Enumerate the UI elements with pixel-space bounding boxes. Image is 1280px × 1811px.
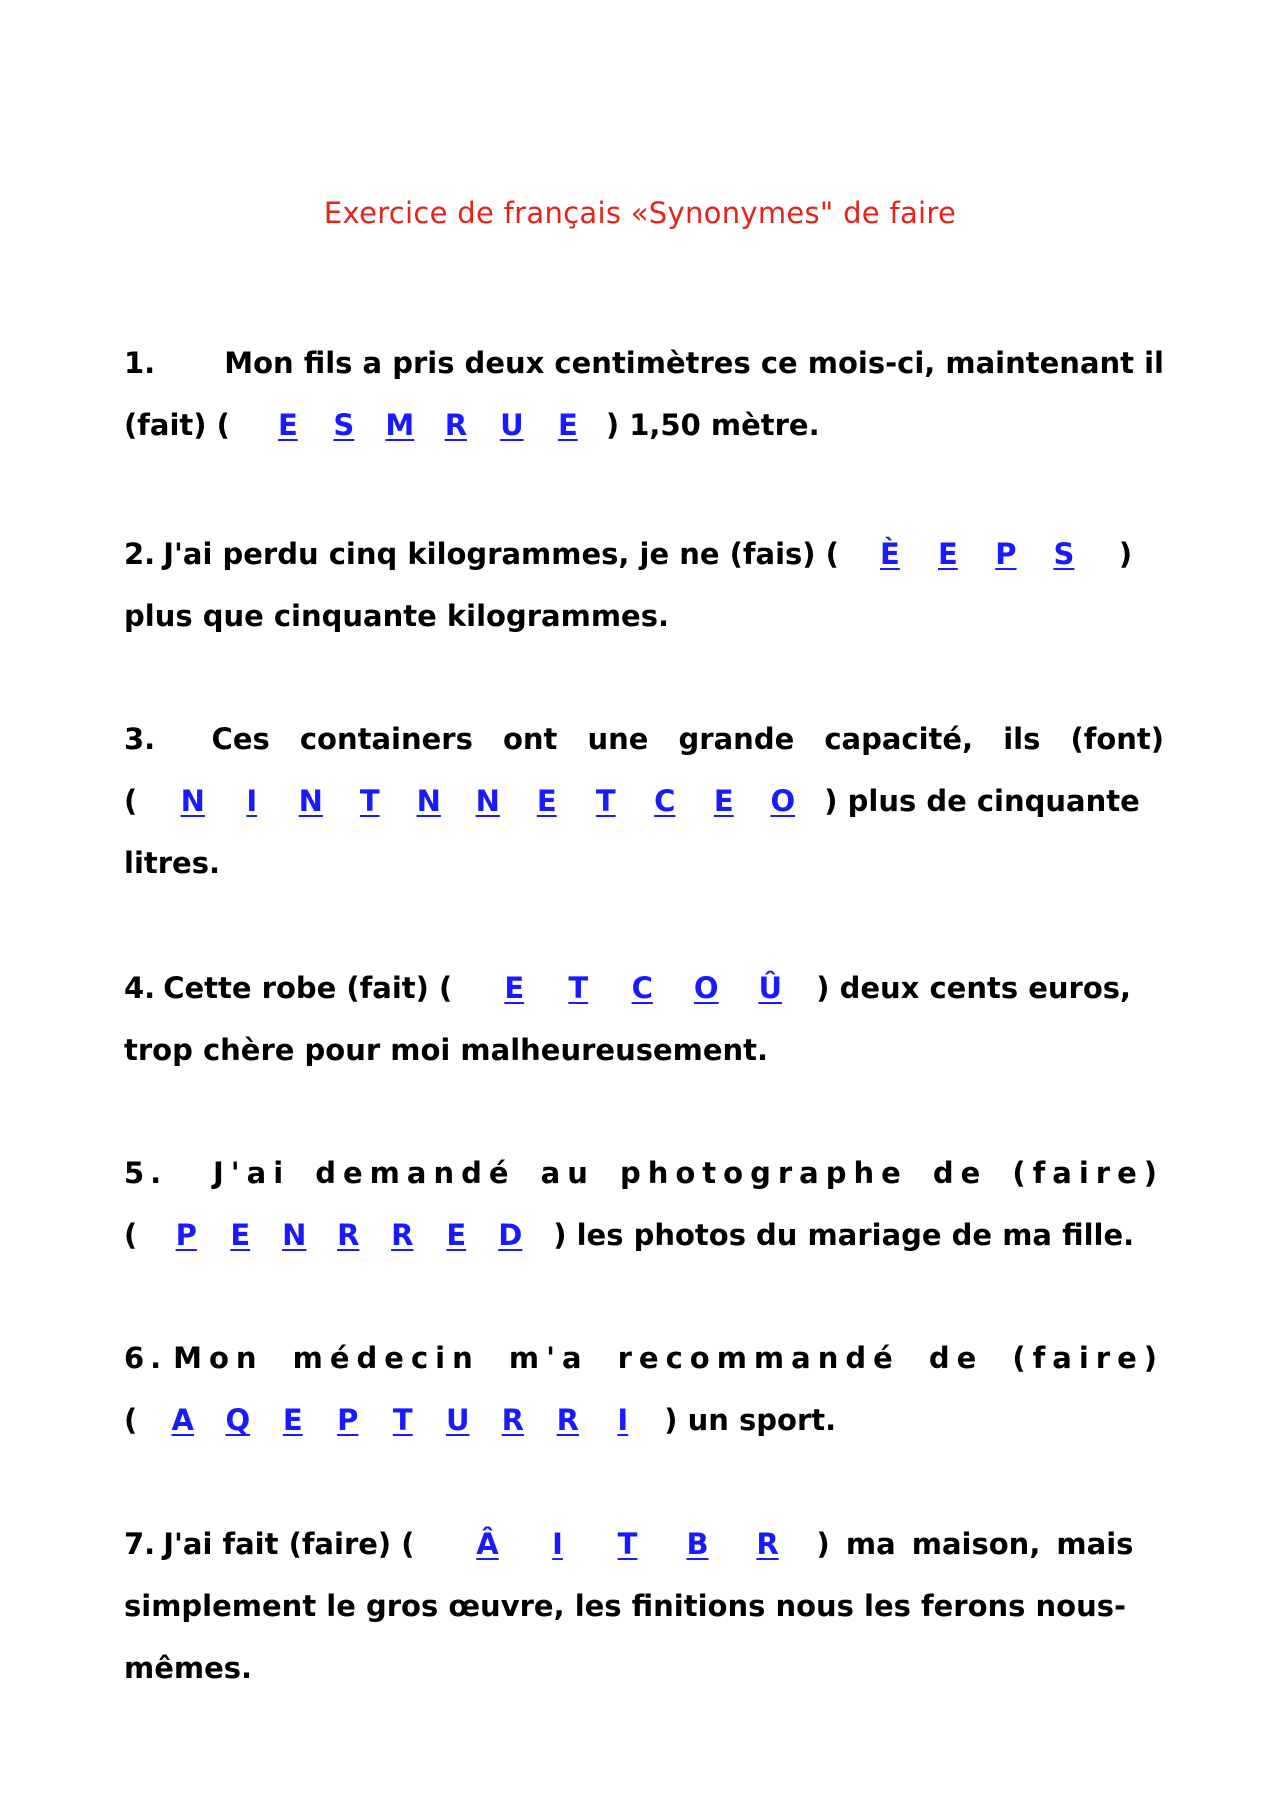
scrambled-letter[interactable]: C bbox=[631, 971, 653, 1005]
scrambled-letter[interactable]: E bbox=[713, 784, 734, 818]
exercise-suffix: ) les photos du mariage de ma fille. bbox=[553, 1218, 1135, 1252]
exercise-suffix: ) 1,50 mètre. bbox=[605, 408, 820, 442]
scrambled-letter[interactable]: R bbox=[501, 1403, 524, 1437]
scrambled-letter[interactable]: P bbox=[337, 1403, 359, 1437]
letter-group bbox=[163, 770, 812, 832]
exercise-number: 7. bbox=[124, 1527, 156, 1561]
page-title: Exercice de français «Synonymes" de faire bbox=[323, 196, 957, 230]
scrambled-letter[interactable]: E bbox=[282, 1403, 303, 1437]
scrambled-letter[interactable]: E bbox=[446, 1218, 467, 1252]
exercise-suffix: ) ma maison, mais bbox=[816, 1527, 1134, 1561]
exercise-text: Mon fils a pris deux centimètres ce mois-ci, maintenant il bbox=[224, 346, 1164, 380]
exercise-text: mêmes. bbox=[124, 1651, 253, 1685]
scrambled-letter[interactable]: Û bbox=[758, 971, 783, 1005]
scrambled-letter[interactable]: I bbox=[617, 1403, 629, 1437]
scrambled-letter[interactable]: N bbox=[282, 1218, 307, 1252]
exercise-text: plus que cinquante kilogrammes. bbox=[124, 599, 669, 633]
exercise-line bbox=[124, 708, 1164, 770]
exercise-prefix: ( bbox=[124, 1218, 138, 1252]
scrambled-letter[interactable]: E bbox=[230, 1218, 251, 1252]
scrambled-letter[interactable]: N bbox=[416, 784, 441, 818]
exercise-text: simplement le gros œuvre, les finitions nous les ferons nous- bbox=[124, 1589, 1127, 1623]
scrambled-letter[interactable]: T bbox=[617, 1527, 638, 1561]
scrambled-letter[interactable]: T bbox=[392, 1403, 413, 1437]
exercise-line bbox=[124, 332, 1164, 394]
exercise-3 bbox=[124, 708, 1164, 894]
exercise-suffix: ) plus de cinquante bbox=[824, 784, 1140, 818]
exercise-number: 3. bbox=[124, 722, 156, 756]
exercise-text: litres. bbox=[124, 846, 220, 880]
exercise-number: 1. bbox=[124, 346, 156, 380]
exercise-text: trop chère pour moi malheureusement. bbox=[124, 1033, 769, 1067]
exercise-line bbox=[124, 1389, 1164, 1451]
exercise-line bbox=[124, 957, 1164, 1019]
exercise-2 bbox=[124, 523, 1164, 647]
scrambled-letter[interactable]: T bbox=[359, 784, 380, 818]
exercise-text: Mon médecin m'a recommandé de (faire) bbox=[173, 1341, 1164, 1375]
exercise-line bbox=[124, 394, 1164, 456]
exercise-line bbox=[124, 1142, 1164, 1204]
scrambled-letter[interactable]: E bbox=[938, 537, 958, 571]
scrambled-letter[interactable]: D bbox=[498, 1218, 523, 1252]
letter-group bbox=[861, 523, 1093, 585]
scrambled-letter[interactable]: N bbox=[475, 784, 500, 818]
exercise-text: J'ai demandé au photographe de (faire) bbox=[212, 1156, 1164, 1190]
exercise-1 bbox=[124, 332, 1164, 456]
scrambled-letter[interactable]: O bbox=[770, 784, 796, 818]
exercise-line bbox=[124, 585, 1164, 647]
scrambled-letter[interactable]: T bbox=[595, 784, 616, 818]
scrambled-letter[interactable]: B bbox=[686, 1527, 709, 1561]
scrambled-letter[interactable]: E bbox=[504, 971, 525, 1005]
letter-group bbox=[482, 957, 802, 1019]
exercise-4 bbox=[124, 957, 1164, 1081]
scrambled-letter[interactable]: E bbox=[277, 408, 298, 442]
scrambled-letter[interactable]: I bbox=[552, 1527, 563, 1561]
letter-group bbox=[453, 1513, 803, 1575]
scrambled-letter[interactable]: P bbox=[995, 537, 1017, 571]
scrambled-letter[interactable]: S bbox=[1053, 537, 1075, 571]
exercise-number: 2. bbox=[124, 537, 156, 571]
exercise-6 bbox=[124, 1327, 1164, 1451]
exercise-line bbox=[124, 1019, 1164, 1081]
exercise-line bbox=[124, 1575, 1164, 1637]
exercise-prefix: ( bbox=[124, 784, 138, 818]
exercise-suffix: ) un sport. bbox=[664, 1403, 837, 1437]
exercise-number: 6. bbox=[124, 1341, 168, 1375]
exercise-prefix: Cette robe (fait) ( bbox=[163, 971, 453, 1005]
exercise-line bbox=[124, 523, 1164, 585]
scrambled-letter[interactable]: M bbox=[385, 408, 415, 442]
scrambled-letter[interactable]: E bbox=[536, 784, 557, 818]
exercise-line bbox=[124, 1204, 1164, 1266]
letter-group bbox=[159, 1204, 537, 1266]
scrambled-letter[interactable]: N bbox=[180, 784, 205, 818]
exercise-line bbox=[124, 770, 1164, 832]
scrambled-letter[interactable]: R bbox=[556, 1403, 579, 1437]
scrambled-letter[interactable]: O bbox=[693, 971, 719, 1005]
exercise-prefix: (fait) ( bbox=[124, 408, 230, 442]
scrambled-letter[interactable]: Q bbox=[225, 1403, 251, 1437]
exercise-number: 4. bbox=[124, 971, 156, 1005]
scrambled-letter[interactable]: R bbox=[756, 1527, 779, 1561]
letter-group bbox=[260, 394, 596, 456]
exercise-line bbox=[124, 1327, 1164, 1389]
scrambled-letter[interactable]: S bbox=[333, 408, 355, 442]
scrambled-letter[interactable]: R bbox=[444, 408, 468, 442]
exercise-5 bbox=[124, 1142, 1164, 1266]
scrambled-letter[interactable]: U bbox=[445, 1403, 470, 1437]
scrambled-letter[interactable]: N bbox=[298, 784, 323, 818]
exercise-prefix: J'ai perdu cinq kilogrammes, je ne (fais) ( bbox=[163, 537, 839, 571]
scrambled-letter[interactable]: Â bbox=[476, 1527, 499, 1561]
scrambled-letter[interactable]: U bbox=[500, 408, 524, 442]
scrambled-letter[interactable]: A bbox=[171, 1403, 194, 1437]
scrambled-letter[interactable]: R bbox=[337, 1218, 360, 1252]
exercise-number: 5. bbox=[124, 1156, 168, 1190]
scrambled-letter[interactable]: C bbox=[654, 784, 676, 818]
scrambled-letter[interactable]: I bbox=[246, 784, 258, 818]
exercise-prefix: J'ai fait (faire) ( bbox=[163, 1527, 415, 1561]
exercise-line bbox=[124, 832, 1164, 894]
scrambled-letter[interactable]: T bbox=[568, 971, 589, 1005]
letter-group bbox=[155, 1389, 650, 1451]
exercise-prefix: ( bbox=[124, 1403, 138, 1437]
exercise-text: Ces containers ont une grande capacité, ils (font) bbox=[211, 722, 1164, 756]
exercise-line bbox=[124, 1513, 1164, 1575]
scrambled-letter[interactable]: È bbox=[880, 537, 900, 571]
exercise-suffix: ) bbox=[1118, 537, 1133, 571]
exercise-7 bbox=[124, 1513, 1164, 1699]
scrambled-letter[interactable]: P bbox=[175, 1218, 197, 1252]
exercise-line bbox=[124, 1637, 1164, 1699]
scrambled-letter[interactable]: E bbox=[557, 408, 578, 442]
exercise-suffix: ) deux cents euros, bbox=[816, 971, 1132, 1005]
scrambled-letter[interactable]: R bbox=[391, 1218, 414, 1252]
